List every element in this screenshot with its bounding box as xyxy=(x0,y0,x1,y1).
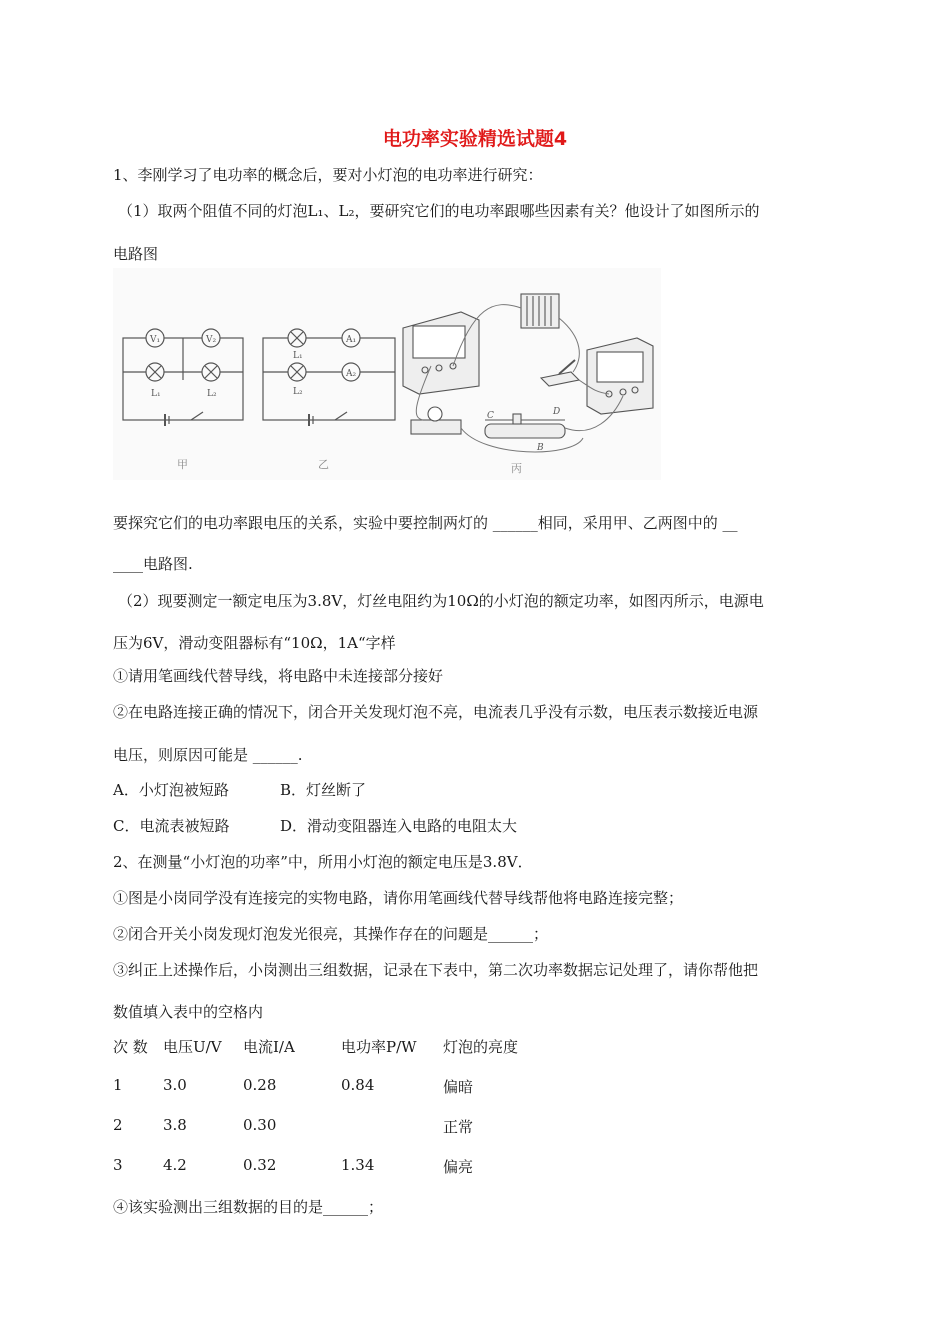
q1-fill-blank: 要探究它们的电功率跟电压的关系，实验中要控制两灯的 ______相同，采用甲、乙两图中的 __ xyxy=(113,514,738,532)
circuit-figure xyxy=(113,268,661,480)
option-a: A．小灯泡被短路 xyxy=(113,781,229,799)
label-b: B xyxy=(537,443,544,453)
table-cell: 1 xyxy=(113,1076,123,1094)
q2-step1: ①图是小岗同学没有连接完的实物电路，请你用笔画线代替导线帮他将电路连接完整； xyxy=(113,889,684,907)
table-cell: 0.30 xyxy=(243,1116,277,1134)
q1-intro: 1、李刚学习了电功率的概念后，要对小灯泡的电功率进行研究： xyxy=(113,166,543,184)
table-row xyxy=(113,1076,673,1116)
table-row xyxy=(113,1116,673,1156)
q2-step4: ④该实验测出三组数据的目的是______； xyxy=(113,1198,384,1216)
table-header-row xyxy=(113,1036,673,1076)
q1-step1: ①请用笔画线代替导线，将电路中未连接部分接好 xyxy=(113,667,444,685)
option-d: D．滑动变阻器连入电路的电阻太大 xyxy=(280,817,518,835)
table-cell: 0.28 xyxy=(243,1076,277,1094)
table-header: 次 数 xyxy=(113,1038,148,1056)
label-c: C xyxy=(487,411,494,421)
q1-step2-cont: 电压，则原因可能是 ______. xyxy=(113,746,303,764)
table-cell: 3 xyxy=(113,1156,123,1174)
q2-step2: ②闭合开关小岗发现灯泡发光很亮，其操作存在的问题是______； xyxy=(113,925,549,943)
q1-fill-blank-cont: ____电路图. xyxy=(113,555,193,573)
table-header: 灯泡的亮度 xyxy=(443,1038,519,1056)
q1-step2: ②在电路连接正确的情况下，闭合开关发现灯泡不亮，电流表几乎没有示数，电压表示数接近电源 xyxy=(113,703,759,721)
label-yi-l2: L₂ xyxy=(293,387,303,397)
label-yi: 乙 xyxy=(318,458,329,471)
q2-step3: ③纠正上述操作后，小岗测出三组数据，记录在下表中，第二次功率数据忘记处理了，请你帮他把 xyxy=(113,961,759,979)
table-cell: 0.84 xyxy=(341,1076,375,1094)
q1-part2-text: （2）现要测定一额定电压为3.8V，灯丝电阻约为10Ω的小灯泡的额定功率，如图丙所示，电源电 xyxy=(118,592,764,610)
q2-intro: 2、在测量“小灯泡的功率”中，所用小灯泡的额定电压是3.8V． xyxy=(113,853,533,871)
q2-step3-cont: 数值填入表中的空格内 xyxy=(113,1003,264,1021)
label-d: D xyxy=(553,407,561,417)
table-cell: 偏亮 xyxy=(443,1158,474,1176)
label-v2: V₂ xyxy=(206,335,217,345)
table-cell: 1.34 xyxy=(341,1156,375,1174)
label-a2: A₂ xyxy=(346,369,357,379)
label-v1: V₁ xyxy=(150,335,161,345)
label-jia-l2: L₂ xyxy=(207,389,217,399)
label-a1: A₁ xyxy=(346,335,357,345)
q1-part2-text-cont: 压为6V，滑动变阻器标有“10Ω，1A“字样 xyxy=(113,634,396,652)
page-title: 电功率实验精选试题4 xyxy=(382,128,568,150)
table-cell: 正常 xyxy=(443,1118,474,1136)
table-header: 电功率P/W xyxy=(341,1038,417,1056)
label-bing: 丙 xyxy=(511,462,522,475)
table-cell: 4.2 xyxy=(163,1156,187,1174)
option-b: B．灯丝断了 xyxy=(280,781,367,799)
table-cell: 3.0 xyxy=(163,1076,187,1094)
table-cell: 3.8 xyxy=(163,1116,187,1134)
q1-part1-text-cont: 电路图 xyxy=(113,245,159,263)
table-header: 电压U/V xyxy=(163,1038,222,1056)
table-cell: 0.32 xyxy=(243,1156,277,1174)
label-jia: 甲 xyxy=(177,458,188,471)
label-yi-l1: L₁ xyxy=(293,351,303,361)
table-cell: 2 xyxy=(113,1116,123,1134)
table-cell: 偏暗 xyxy=(443,1078,474,1096)
option-c: C．电流表被短路 xyxy=(113,817,230,835)
data-table xyxy=(113,1036,673,1196)
q1-part1-text: （1）取两个阻值不同的灯泡L₁、L₂，要研究它们的电功率跟哪些因素有关？他设计了如图所示的 xyxy=(118,202,760,220)
label-jia-l1: L₁ xyxy=(151,389,161,399)
table-header: 电流I/A xyxy=(243,1038,295,1056)
table-row xyxy=(113,1156,673,1196)
